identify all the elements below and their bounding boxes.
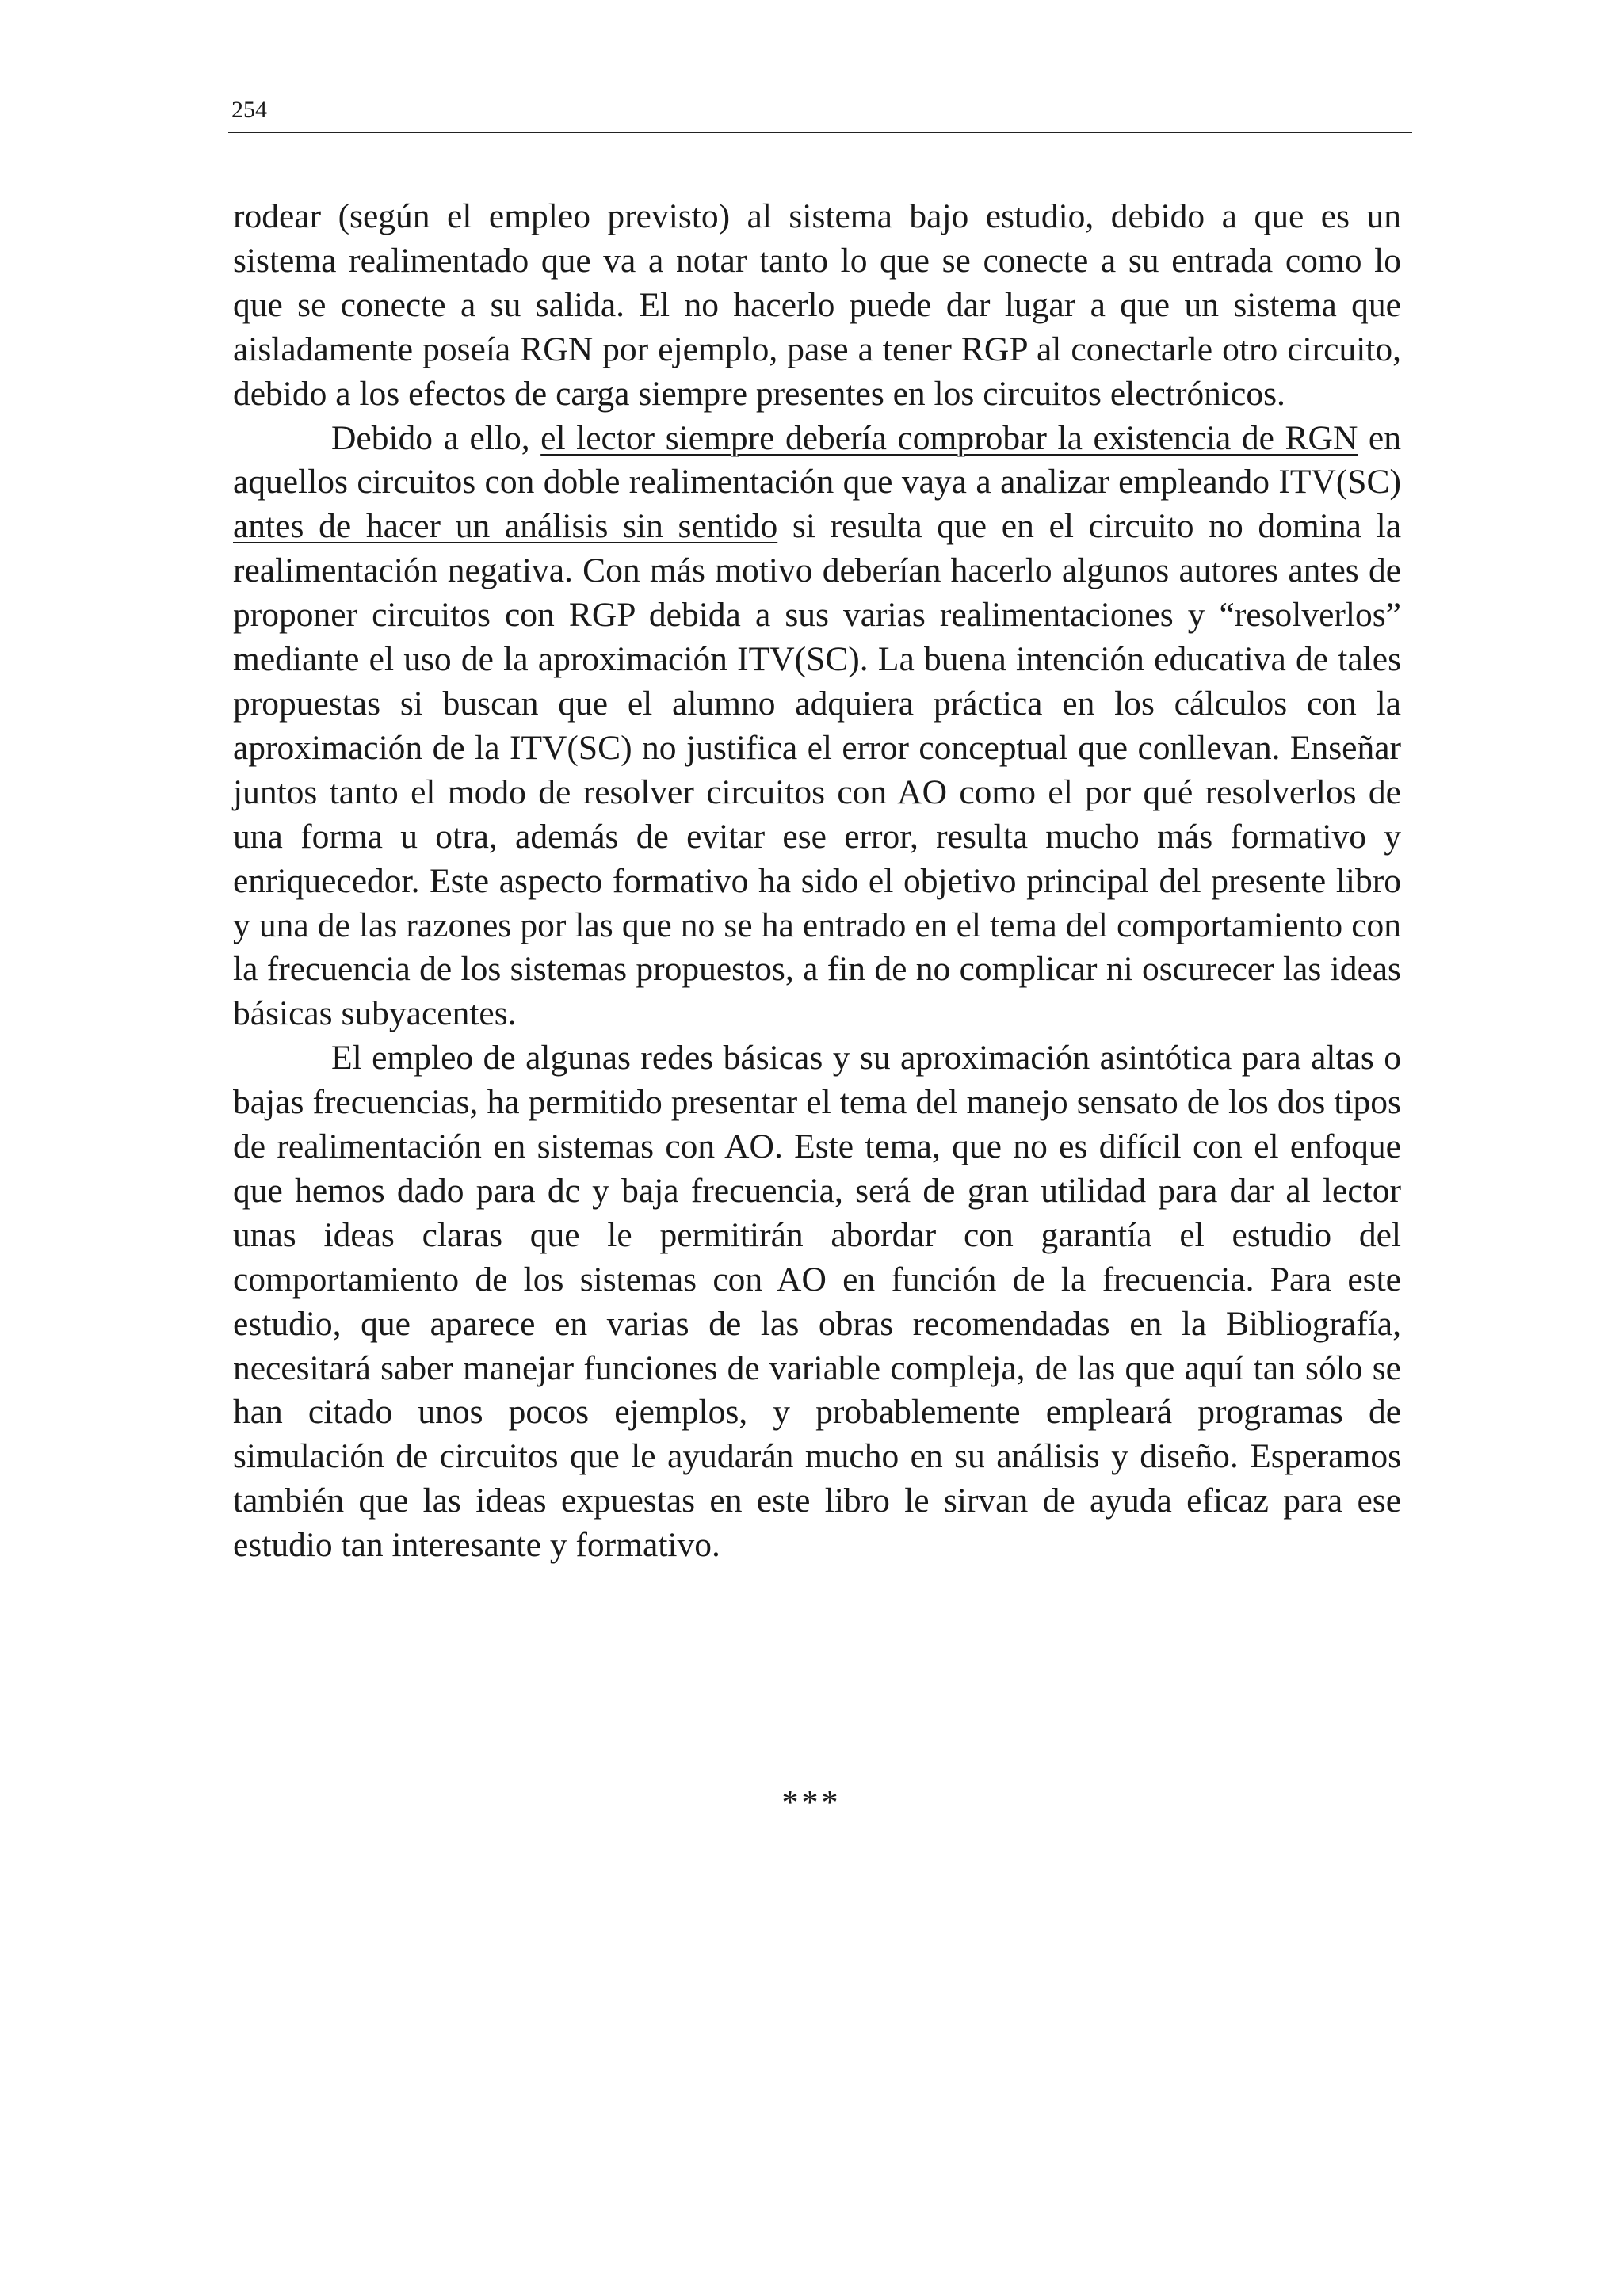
paragraph-2 bbox=[233, 417, 1401, 1037]
underlined-phrase: el lector siempre debería comprobar la existencia de RGN bbox=[540, 418, 1358, 457]
header-rule bbox=[228, 132, 1412, 133]
paragraph-2-text: si resulta que en el circuito no domina la realimentación negativa. Con más motivo deberían hacerlo algunos autores antes de proponer circuitos con RGP debida a sus varias realimentaciones y “resolverlos” mediante el uso de la aproximación ITV(SC). La buena intención educativa de tales propuestas si buscan que el alumno adquiera práctica en los cálculos con la aproximación de la ITV(SC) no justifica el error conceptual que conllevan. Enseñar juntos tanto el modo de resolver circuitos con AO como el por qué resolverlos de una forma u otra, además de evitar ese error, resulta mucho más formativo y enriquecedor. Este aspecto formativo ha sido el objetivo principal del presente libro y una de las razones por las que no se ha entrado en el tema del comportamiento con la frecuencia de los sistemas propuestos, a fin de no complicar ni oscurecer las ideas básicas subyacentes. bbox=[233, 507, 1401, 1033]
page-number: 254 bbox=[231, 97, 267, 123]
paragraph-2-text: Debido a ello, bbox=[331, 418, 541, 457]
underlined-phrase: antes de hacer un análisis sin sentido bbox=[233, 507, 778, 546]
paragraph-1-text: rodear (según el empleo previsto) al sistema bajo estudio, debido a que es un sistema realimentado que va a notar tanto lo que se conecte a su entrada como lo que se conecte a su salida. El no hacerlo puede dar lugar a que un sistema que aisladamente poseía RGN por ejemplo, pase a tener RGP al conectarle otro circuito, debido a los efectos de carga siempre presentes en los circuitos electrónicos. bbox=[233, 197, 1401, 413]
body-text bbox=[233, 195, 1401, 1568]
paragraph-1 bbox=[233, 195, 1401, 417]
paragraph-2-text: en aquellos circuitos con doble realimentación que vaya a analizar empleando ITV(SC) bbox=[233, 418, 1401, 502]
paragraph-3-text: El empleo de algunas redes básicas y su aproximación asintótica para altas o bajas frecuencias, ha permitido presentar el tema del manejo sensato de los dos tipos de realimentación en sistemas con AO. Este tema, que no es difícil con el enfoque que hemos dado para dc y baja frecuencia, será de gran utilidad para dar al lector unas ideas claras que le permitirán abordar con garantía el estudio del comportamiento de los sistemas con AO en función de la frecuencia. Para este estudio, que aparece en varias de las obras recomendadas en la Bibliografía, necesitará saber manejar funciones de variable compleja, de las que aquí tan sólo se han citado unos pocos ejemplos, y probablemente empleará programas de simulación de circuitos que le ayudarán mucho en su análisis y diseño. Esperamos también que las ideas expuestas en este libro le sirvan de ayuda eficaz para ese estudio tan interesante y formativo. bbox=[233, 1039, 1401, 1565]
section-end-mark: *** bbox=[781, 1785, 842, 1821]
paragraph-3 bbox=[233, 1036, 1401, 1568]
